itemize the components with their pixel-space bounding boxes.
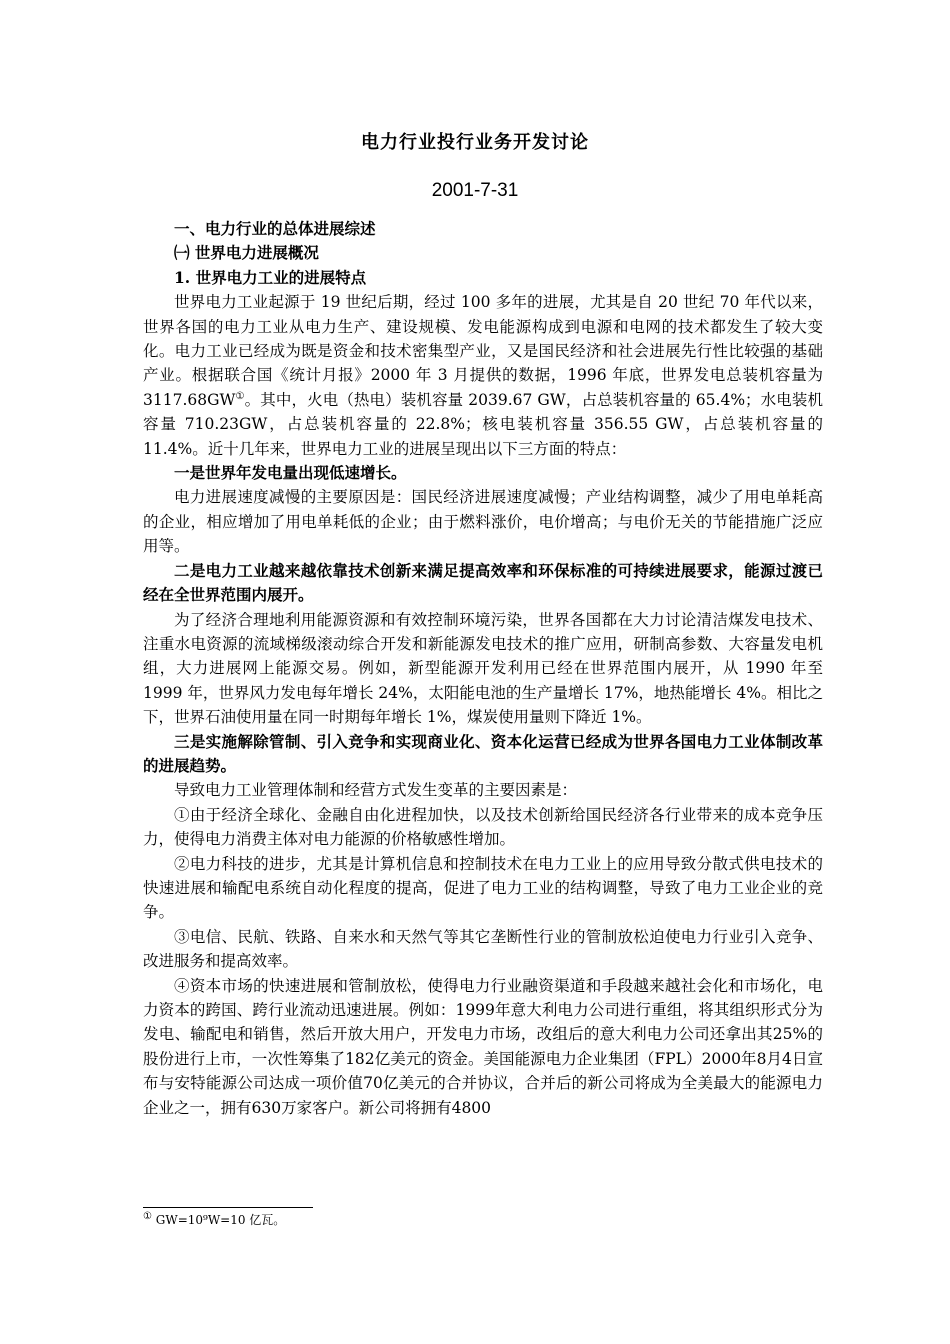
factor-1: ①由于经济全球化、金融自由化进程加快，以及技术创新给国民经济各行业带来的成本竞争压力，使得电力消费主体对电力能源的价格敏感性增加。 [143, 805, 823, 849]
factor-3: ③电信、民航、铁路、自来水和天然气等其它垄断性行业的管制放松迫使电力行业引入竞争、改进服务和提高效率。 [143, 927, 823, 971]
document-date: 2001-7-31 [431, 180, 519, 201]
paragraph-1-part-a: 世界电力工业起源于 19 世纪后期，经过 100 多年的进展，尤其是自 20 世纪 70 年代以来，世界各国的电力工业从电力生产、建设规模、发电能源构成到电源和电网的技术都发生了较大变化。电力工业已经成为既是资金和技术密集型产业，又是国民经济和社会进展先行性比较强的基础产业。根据联合国《统计月报》2000 年 3 月提供的数据，1996 年底，世界发电总装机容量为 3117.68GW [143, 293, 823, 409]
key-point-1: 一是世界年发电量出现低速增长。 [174, 463, 407, 483]
paragraph-1-part-b: 。其中，火电（热电）装机容量 2039.67 GW，占总装机容量的 65.4%；水电装机容量 710.23GW，占总装机容量的 22.8%；核电装机容量 356.55 GW，占总装机容量的 11.4%。近十几年来，世界电力工业的进展呈现出以下三方面的特点： [143, 390, 823, 458]
section-heading-3: 1. 世界电力工业的进展特点 [174, 267, 367, 287]
paragraph-2: 电力进展速度减慢的主要原因是：国民经济进展速度减慢；产业结构调整，减少了用电单耗高的企业，相应增加了用电单耗低的企业；由于燃料涨价，电价增高；与电价无关的节能措施广泛应用等。 [143, 488, 823, 556]
paragraph-1 [143, 290, 823, 461]
footnote-text: GW=10⁹W=10 亿瓦。 [151, 1213, 286, 1227]
key-point-3: 三是实施解除管制、引入竞争和实现商业化、资本化运营已经成为世界各国电力工业体制改革的进展趋势。 [143, 731, 823, 775]
key-point-2: 二是电力工业越来越依靠技术创新来满足提高效率和环保标准的可持续进展要求，能源过渡已经在全世界范围内展开。 [143, 560, 823, 605]
document-title: 电力行业投行业务开发讨论 [361, 132, 589, 153]
footnote-mark: ① [143, 1211, 152, 1222]
factor-4: ④资本市场的快速进展和管制放松，使得电力行业融资渠道和手段越来越社会化和市场化，电力资本的跨国、跨行业流动迅速进展。例如：1999年意大利电力公司进行重组，将其组织形式分为发电、输配电和销售，然后开放大用户，开发电力市场，改组后的意大利电力公司还拿出其25%的股份进行上市，一次性筹集了182亿美元的资金。美国能源电力企业集团（FPL）2000年8月4日宣布与安特能源公司达成一项价值70亿美元的合并协议，合并后的新公司将成为全美最大的能源电力企业之一，拥有630万家客户。新公司将拥有4800 [143, 976, 823, 1117]
footnote-reference: ① [235, 390, 245, 402]
footnote [143, 1212, 285, 1228]
document-body [143, 217, 823, 1120]
section-heading-2: ㈠ 世界电力进展概况 [174, 243, 319, 263]
section-heading-1: 一、电力行业的总体进展综述 [174, 219, 376, 238]
footnote-divider [143, 1207, 313, 1208]
paragraph-4: 导致电力工业管理体制和经营方式发生变革的主要因素是： [174, 781, 578, 800]
paragraph-3: 为了经济合理地利用能源资源和有效控制环境污染，世界各国都在大力讨论清洁煤发电技术、注重水电资源的流域梯级滚动综合开发和新能源发电技术的推广应用，研制高参数、大容量发电机组，大力进展网上能源交易。例如，新型能源开发利用已经在世界范围内展开，从 1990 年至 1999 年，世界风力发电每年增长 24%，太阳能电池的生产量增长 17%，地热能增长 4%。相比之下，世界石油使用量在同一时期每年增长 1%，煤炭使用量则下降近 1%。 [143, 610, 823, 727]
factor-2: ②电力科技的进步，尤其是计算机信息和控制技术在电力工业上的应用导致分散式供电技术的快速进展和输配电系统自动化程度的提高，促进了电力工业的结构调整，导致了电力工业企业的竞争。 [143, 854, 823, 922]
